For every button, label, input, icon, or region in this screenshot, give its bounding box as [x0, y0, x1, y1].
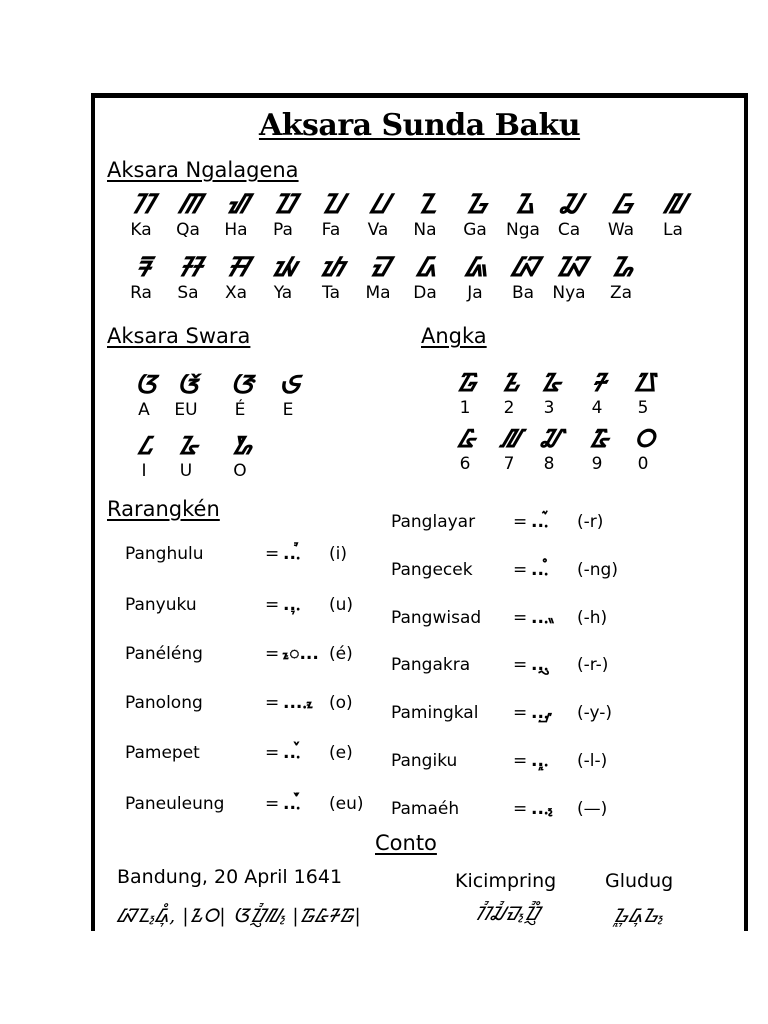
ngalagena-ca-glyph: ᮎ — [560, 189, 578, 220]
rarangken-right-row — [391, 511, 603, 533]
rarangken-right-name: Pangiku — [391, 751, 458, 771]
ngalagena-fa-cell — [305, 190, 357, 240]
example-bandung-script: ᮘᮔ᮪ᮓᮥᮀ, |᮲᮰| ᮃᮕᮢᮤᮜ᮪ |᮱᮶᮴᮱| — [117, 905, 362, 927]
angka-5-glyph: ᮵ — [633, 368, 653, 397]
ngalagena-ta-glyph: ᮒ — [320, 252, 342, 283]
rarangken-right-sound: (—) — [577, 799, 608, 819]
ngalagena-pa-cell — [257, 190, 309, 240]
rarangken-right-sound: (-r-) — [577, 655, 609, 675]
ngalagena-ca-cell — [543, 190, 595, 240]
ngalagena-la-glyph: ᮜ — [663, 189, 683, 220]
angka-4-cell — [571, 368, 623, 418]
rarangken-right-sound: (-r) — [577, 512, 604, 532]
ngalagena-ra-label: Ra — [130, 283, 152, 303]
swara-3-glyph: ᮆ — [230, 370, 250, 399]
ngalagena-za-label: Za — [609, 283, 633, 303]
angka-1-glyph: ᮱ — [456, 368, 474, 397]
ngalagena-xa-cell — [210, 253, 262, 303]
rarangken-right-name: Pangecek — [391, 560, 473, 580]
rarangken-right-eq: = — [513, 512, 528, 532]
swara-5-glyph: ᮄ — [138, 431, 150, 460]
section-rarangken-heading: Rarangkén — [107, 497, 220, 521]
ngalagena-la-label: La — [663, 220, 683, 240]
swara-2-glyph: ᮉ — [176, 370, 196, 399]
example-kicimpring-script: ᮊᮤᮎᮤᮙ᮪ᮕᮢᮤᮀ — [475, 903, 540, 925]
swara-1-glyph: ᮃ — [134, 370, 154, 399]
ngalagena-nga-label: Nga — [506, 220, 540, 240]
rarangken-left-name: Panolong — [125, 693, 203, 713]
ngalagena-ga-label: Ga — [463, 220, 487, 240]
angka-4-glyph: ᮴ — [591, 368, 603, 397]
ngalagena-ja-label: Ja — [467, 283, 483, 303]
ngalagena-nya-cell — [543, 253, 595, 303]
rarangken-right-row — [391, 750, 607, 772]
rarangken-right-row — [391, 559, 618, 581]
swara-5-label: I — [141, 461, 147, 481]
ngalagena-qa-cell — [162, 190, 214, 240]
ngalagena-ra-glyph: ᮛ — [135, 252, 147, 283]
swara-2-label: EU — [174, 400, 198, 420]
rarangken-right-eq: = — [513, 608, 528, 628]
section-ngalagena-heading: Aksara Ngalagena — [107, 158, 299, 182]
angka-8-label: 8 — [543, 454, 555, 474]
ngalagena-ba-label: Ba — [511, 283, 535, 303]
section-swara-heading: Aksara Swara — [107, 324, 251, 348]
angka-5-cell — [617, 368, 669, 418]
rarangken-left-eq: = — [265, 794, 280, 814]
ngalagena-nga-glyph: ᮍ — [514, 189, 532, 220]
ngalagena-wa-label: Wa — [607, 220, 635, 240]
ngalagena-qa-label: Qa — [176, 220, 200, 240]
ngalagena-ha-label: Ha — [224, 220, 248, 240]
swara-6-glyph: ᮅ — [177, 431, 195, 460]
swara-3-cell — [214, 370, 266, 420]
angka-8-glyph: ᮸ — [540, 424, 558, 453]
rarangken-left-eq: = — [265, 743, 280, 763]
ngalagena-ga-cell — [449, 190, 501, 240]
angka-6-glyph: ᮶ — [458, 424, 472, 453]
ngalagena-ta-cell — [305, 253, 357, 303]
rarangken-left-eq: = — [265, 693, 280, 713]
rarangken-right-sound: (-l-) — [577, 751, 608, 771]
angka-3-cell — [523, 368, 575, 418]
ngalagena-ya-cell — [257, 253, 309, 303]
angka-3-label: 3 — [543, 398, 555, 418]
ngalagena-ha-glyph: ᮠ — [227, 189, 245, 220]
rarangken-left-sym: ᮦ... — [283, 644, 319, 664]
angka-7-label: 7 — [503, 454, 515, 474]
rarangken-left-row — [125, 594, 353, 616]
angka-6-label: 6 — [459, 454, 471, 474]
ngalagena-ca-label: Ca — [557, 220, 581, 240]
rarangken-right-name: Pangwisad — [391, 608, 482, 628]
ngalagena-ha-cell — [210, 190, 262, 240]
ngalagena-ka-glyph: ᮊ — [131, 189, 151, 220]
rarangken-left-sound: (eu) — [329, 794, 364, 814]
rarangken-left-sym: ...ᮥ — [283, 595, 301, 615]
rarangken-right-name: Pamaéh — [391, 799, 460, 819]
angka-7-glyph: ᮷ — [501, 424, 517, 453]
ngalagena-ga-glyph: ᮌ — [465, 189, 485, 220]
ngalagena-xa-label: Xa — [224, 283, 248, 303]
ngalagena-na-label: Na — [413, 220, 437, 240]
rarangken-right-row — [391, 607, 607, 629]
angka-2-label: 2 — [503, 398, 515, 418]
ngalagena-xa-glyph: ᮟ — [226, 252, 246, 283]
ngalagena-wa-cell — [595, 190, 647, 240]
rarangken-left-name: Paneuleung — [125, 794, 225, 814]
section-conto-heading: Conto — [375, 831, 437, 855]
ngalagena-ja-cell — [449, 253, 501, 303]
rarangken-right-sym: ...ᮀ — [531, 560, 549, 580]
rarangken-right-sym: ...ᮡ — [531, 703, 553, 723]
swara-1-label: A — [138, 400, 150, 420]
rarangken-right-row — [391, 798, 607, 820]
ngalagena-ka-label: Ka — [130, 220, 152, 240]
ngalagena-nya-label: Nya — [552, 283, 586, 303]
ngalagena-ma-glyph: ᮙ — [370, 252, 386, 283]
ngalagena-ma-cell — [352, 253, 404, 303]
rarangken-left-sound: (é) — [329, 644, 353, 664]
angka-0-cell — [617, 424, 669, 474]
rarangken-right-sound: (-ng) — [577, 560, 618, 580]
rarangken-right-eq: = — [513, 799, 528, 819]
angka-8-cell — [523, 424, 575, 474]
ngalagena-pa-glyph: ᮕ — [273, 189, 293, 220]
rarangken-right-sym: ...ᮢ — [531, 655, 549, 675]
ngalagena-fa-glyph: ᮖ — [321, 189, 341, 220]
angka-2-glyph: ᮲ — [501, 368, 517, 397]
rarangken-left-name: Panghulu — [125, 544, 204, 564]
rarangken-right-sym: ...᮪ — [531, 799, 553, 819]
ngalagena-ka-cell — [115, 190, 167, 240]
rarangken-left-row — [125, 692, 353, 714]
ngalagena-ma-label: Ma — [365, 283, 391, 303]
rarangken-right-eq: = — [513, 560, 528, 580]
angka-9-cell — [571, 424, 623, 474]
rarangken-left-eq: = — [265, 644, 280, 664]
rarangken-left-sound: (o) — [329, 693, 353, 713]
ngalagena-nya-glyph: ᮑ — [555, 252, 583, 283]
angka-3-glyph: ᮳ — [540, 368, 558, 397]
swara-7-label: O — [233, 461, 247, 481]
ngalagena-ba-glyph: ᮘ — [511, 252, 535, 283]
section-angka-heading: Angka — [421, 324, 487, 348]
rarangken-right-sym: ...ᮣ — [531, 751, 549, 771]
swara-6-label: U — [179, 461, 193, 481]
rarangken-left-row — [125, 742, 353, 764]
ngalagena-za-glyph: ᮐ — [611, 252, 631, 283]
rarangken-left-sym: ...ᮨ — [283, 743, 301, 763]
ngalagena-wa-glyph: ᮝ — [613, 189, 629, 220]
swara-4-glyph: ᮈ — [279, 370, 297, 399]
ngalagena-da-label: Da — [413, 283, 437, 303]
ngalagena-ya-glyph: ᮚ — [272, 252, 294, 283]
swara-7-glyph: ᮇ — [231, 431, 249, 460]
ngalagena-sa-cell — [162, 253, 214, 303]
swara-2-cell — [160, 370, 212, 420]
rarangken-left-sym: ...ᮩ — [283, 794, 301, 814]
rarangken-right-name: Panglayar — [391, 512, 476, 532]
swara-4-cell — [262, 370, 314, 420]
swara-3-label: É — [234, 400, 246, 420]
rarangken-left-eq: = — [265, 544, 280, 564]
example-kicimpring-latin: Kicimpring — [455, 870, 557, 892]
rarangken-left-sound: (e) — [329, 743, 353, 763]
rarangken-right-sym: ...ᮁ — [531, 512, 549, 532]
swara-6-cell — [160, 431, 212, 481]
angka-0-label: 0 — [637, 454, 649, 474]
ngalagena-fa-label: Fa — [321, 220, 341, 240]
rarangken-right-sound: (-h) — [577, 608, 608, 628]
example-gludug-script: ᮌᮣᮥᮓᮥᮌ᮪ — [613, 905, 664, 927]
ngalagena-ya-label: Ya — [273, 283, 293, 303]
ngalagena-qa-glyph: ᮋ — [178, 189, 198, 220]
example-bandung-latin: Bandung, 20 April 1641 — [117, 866, 343, 888]
rarangken-right-eq: = — [513, 703, 528, 723]
ngalagena-la-cell — [647, 190, 699, 240]
ngalagena-ra-cell — [115, 253, 167, 303]
ngalagena-sa-label: Sa — [177, 283, 199, 303]
ngalagena-va-glyph: ᮗ — [370, 189, 386, 220]
aksara-chart — [91, 93, 748, 931]
ngalagena-da-cell — [399, 253, 451, 303]
rarangken-left-eq: = — [265, 595, 280, 615]
rarangken-left-name: Panéléng — [125, 644, 203, 664]
rarangken-left-name: Panyuku — [125, 595, 197, 615]
ngalagena-nga-cell — [497, 190, 549, 240]
angka-9-label: 9 — [591, 454, 603, 474]
rarangken-left-row — [125, 793, 364, 815]
ngalagena-za-cell — [595, 253, 647, 303]
ngalagena-na-glyph: ᮔ — [416, 189, 434, 220]
swara-7-cell — [214, 431, 266, 481]
rarangken-right-eq: = — [513, 655, 528, 675]
rarangken-right-sym: ...ᮂ — [531, 608, 556, 628]
ngalagena-sa-glyph: ᮞ — [178, 252, 198, 283]
rarangken-right-sound: (-y-) — [577, 703, 612, 723]
ngalagena-va-cell — [352, 190, 404, 240]
ngalagena-ta-label: Ta — [322, 283, 340, 303]
ngalagena-ba-cell — [497, 253, 549, 303]
example-gludug-latin: Gludug — [605, 870, 674, 892]
angka-1-label: 1 — [459, 398, 471, 418]
angka-9-glyph: ᮹ — [589, 424, 605, 453]
rarangken-left-name: Pamepet — [125, 743, 200, 763]
rarangken-right-name: Pamingkal — [391, 703, 479, 723]
angka-4-label: 4 — [591, 398, 603, 418]
rarangken-left-sym: ...ᮤ — [283, 544, 301, 564]
rarangken-right-row — [391, 654, 608, 676]
rarangken-right-row — [391, 702, 612, 724]
angka-0-glyph: ᮰ — [634, 424, 652, 453]
rarangken-right-name: Pangakra — [391, 655, 471, 675]
ngalagena-na-cell — [399, 190, 451, 240]
rarangken-left-row — [125, 643, 353, 665]
ngalagena-va-label: Va — [367, 220, 389, 240]
rarangken-left-sym: ....ᮧ — [283, 693, 314, 713]
rarangken-left-row — [125, 543, 347, 565]
angka-5-label: 5 — [637, 398, 649, 418]
page-title: Aksara Sunda Baku — [258, 108, 581, 143]
swara-4-label: E — [282, 400, 294, 420]
rarangken-left-sound: (u) — [329, 595, 354, 615]
ngalagena-pa-label: Pa — [273, 220, 293, 240]
ngalagena-da-glyph: ᮓ — [416, 252, 434, 283]
ngalagena-ja-glyph: ᮏ — [465, 252, 485, 283]
rarangken-left-sound: (i) — [329, 544, 347, 564]
rarangken-right-eq: = — [513, 751, 528, 771]
